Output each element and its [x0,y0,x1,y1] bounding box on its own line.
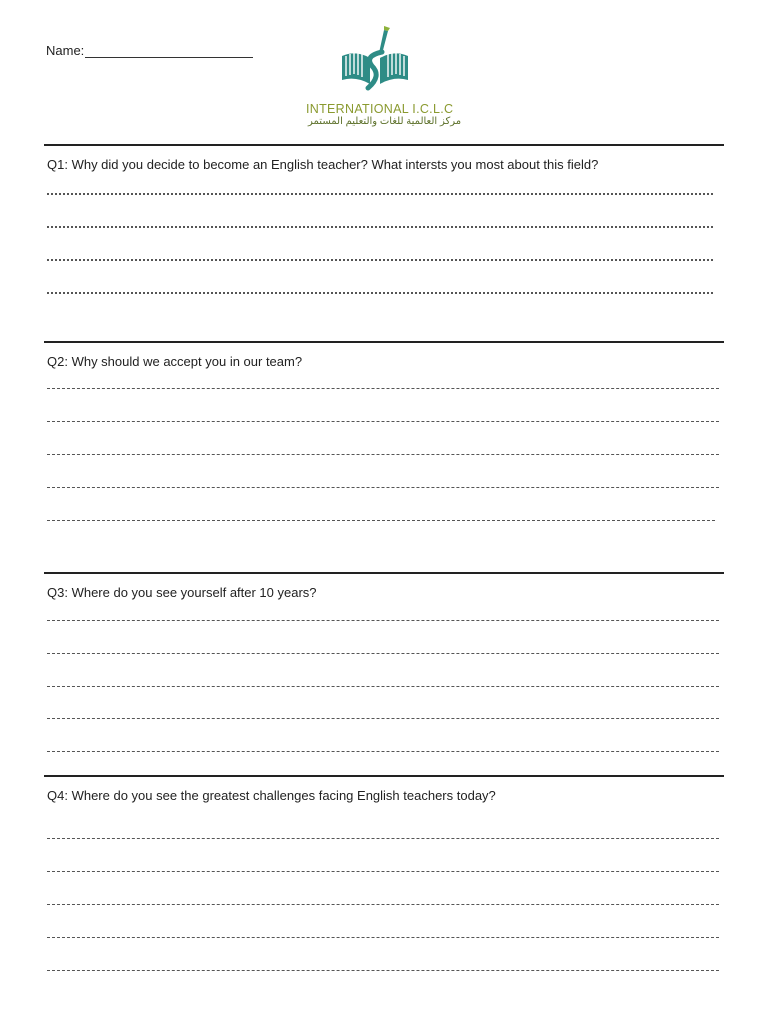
name-input-line[interactable] [85,43,253,58]
logo-arabic-text: مركز العالمية للغات والتعليم المستمر [308,116,462,127]
answer-line[interactable] [47,421,719,422]
question-4: Q4: Where do you see the greatest challenges facing English teachers today? [47,788,496,803]
answer-line[interactable] [47,686,719,687]
answer-line[interactable] [47,871,719,872]
answer-line[interactable] [47,259,713,261]
answer-line[interactable] [47,226,713,228]
section-divider [44,341,724,343]
organization-logo [300,22,462,134]
answer-line[interactable] [47,751,719,752]
answer-line[interactable] [47,388,719,389]
answer-line[interactable] [47,454,719,455]
section-divider [44,144,724,146]
question-1: Q1: Why did you decide to become an English teacher? What intersts you most about this field? [47,157,599,172]
answer-line[interactable] [47,193,713,195]
answer-line[interactable] [47,937,719,938]
answer-line[interactable] [47,487,719,488]
answer-line[interactable] [47,520,715,521]
answer-line[interactable] [47,620,719,621]
answer-line[interactable] [47,904,719,905]
answer-line[interactable] [47,970,719,971]
section-divider [44,572,724,574]
answer-line[interactable] [47,718,719,719]
question-3: Q3: Where do you see yourself after 10 years? [47,585,317,600]
answer-line[interactable] [47,838,719,839]
name-field-row [46,43,253,58]
question-2: Q2: Why should we accept you in our team? [47,354,303,369]
answer-line[interactable] [47,292,713,294]
answer-line[interactable] [47,653,719,654]
name-label: Name: [46,43,85,58]
open-book-pen-icon [300,22,450,102]
section-divider [44,775,724,777]
logo-title: INTERNATIONAL I.C.L.C [306,102,454,116]
